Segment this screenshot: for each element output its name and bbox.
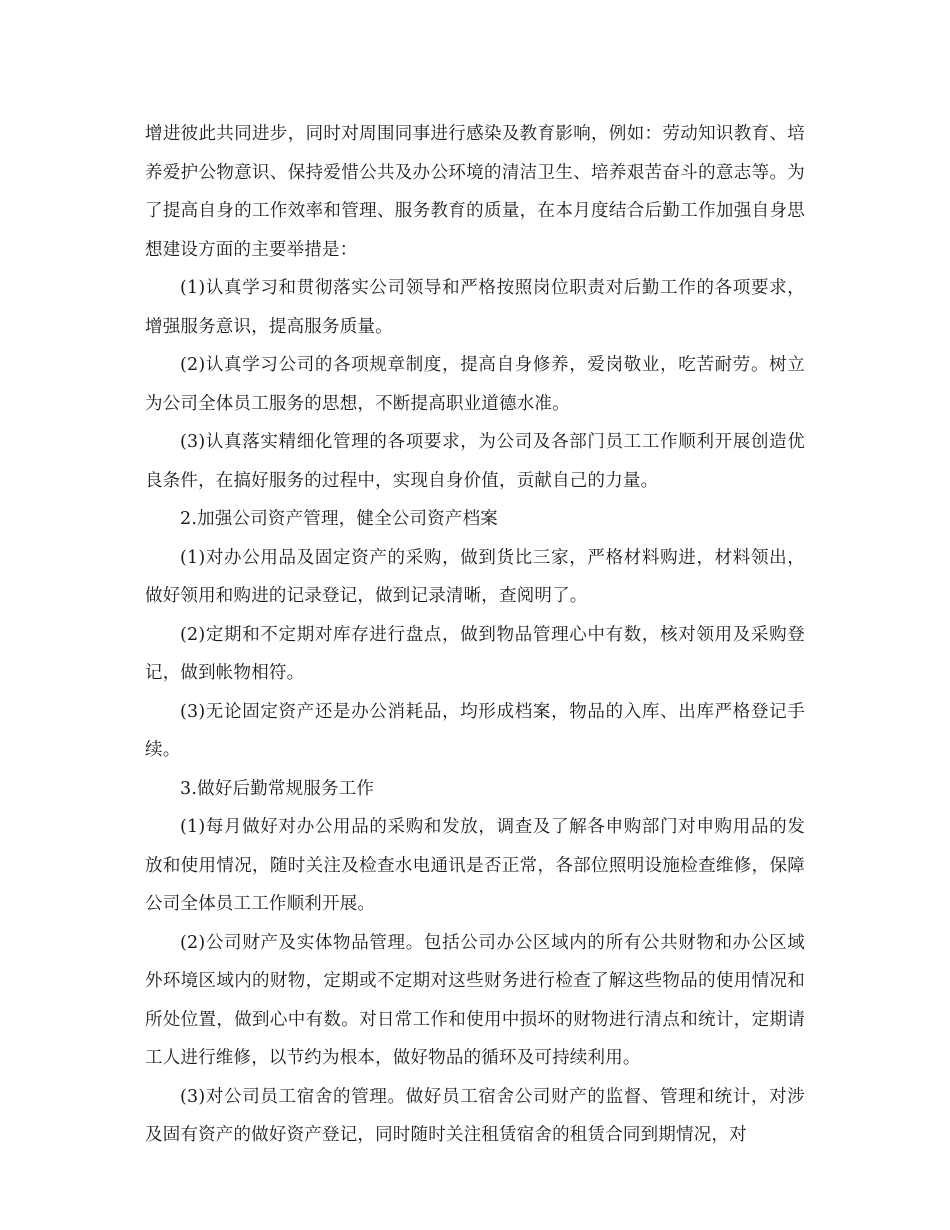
paragraph-item-3-3: (3)对公司员工宿舍的管理。做好员工宿舍公司财产的监督、管理和统计，对涉及固有资产的做好资产登记，同时随时关注租赁宿舍的租赁合同到期情况，对: [145, 1086, 805, 1145]
paragraph-item-2-1: (1)对办公用品及固定资产的采购，做到货比三家，严格材料购进，材料领出，做好领用和购进的记录登记，做到记录清晰，查阅明了。: [145, 547, 805, 606]
paragraph-item-2-3: (3)无论固定资产还是办公消耗品，均形成档案，物品的入库、出库严格登记手续。: [145, 701, 805, 760]
paragraph-item-2-2: (2)定期和不定期对库存进行盘点，做到物品管理心中有数，核对领用及采购登记，做到帐物相符。: [145, 624, 805, 683]
paragraph-item-1-3: (3)认真落实精细化管理的各项要求，为公司及各部门员工工作顺利开展创造优良条件，在搞好服务的过程中，实现自身价值，贡献自己的力量。: [145, 432, 805, 491]
paragraph-item-1-1: (1)认真学习和贯彻落实公司领导和严格按照岗位职责对后勤工作的各项要求，增强服务意识，提高服务质量。: [145, 278, 805, 337]
section-heading-3: 3.做好后勤常规服务工作: [180, 778, 375, 799]
section-heading-2: 2.加强公司资产管理，健全公司资产档案: [180, 509, 498, 529]
paragraph-item-1-2: (2)认真学习公司的各项规章制度，提高自身修养，爱岗敬业，吃苦耐劳。树立为公司全体员工服务的思想，不断提高职业道德水准。: [145, 355, 805, 414]
document-body: [145, 115, 805, 1155]
paragraph-item-3-1: (1)每月做好对办公用品的采购和发放，调查及了解各申购部门对申购用品的发放和使用情况，随时关注及检查水电通讯是否正常，各部位照明设施检查维修，保障公司全体员工工作顺利开展。: [145, 817, 805, 914]
paragraph-intro: 增进彼此共同进步，同时对周围同事进行感染及教育影响，例如：劳动知识教育、培养爱护公物意识、保持爱惜公共及办公环境的清洁卫生、培养艰苦奋斗的意志等。为了提高自身的工作效率和管理、服务教育的质量，在本月度结合后勤工作加强自身思想建设方面的主要举措是：: [145, 124, 805, 260]
paragraph-item-3-2: (2)公司财产及实体物品管理。包括公司办公区域内的所有公共财物和办公区域外环境区域内的财物，定期或不定期对这些财务进行检查了解这些物品的使用情况和所处位置，做到心中有数。对日常工作和使用中损坏的财物进行清点和统计，定期请工人进行维修，以节约为根本，做好物品的循环及可持续利用。: [145, 932, 805, 1068]
